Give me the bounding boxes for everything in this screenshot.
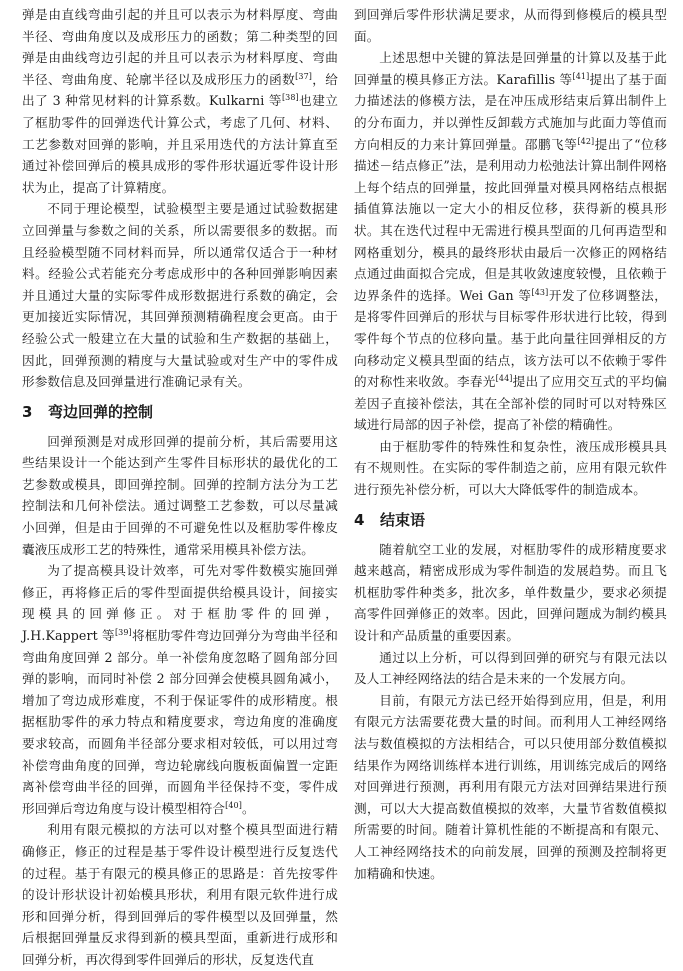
citation: [38] [281,93,299,103]
paragraph-experimental-model: 不同于理论模型，试验模型主要是通过试验数据建立回弹量与参数之间的关系，所以需要很多的数据。而且经验模型随不同材料而异，所以通常仅适合于一种材料。经验公式若能充分考虑成形中的各种回弹影响因素并且通过大量的实际零件成形数据进行系数的确定，会更加接近实际情况，其回弹预测精确程度会更高。由于经验公式一般建立在大量的试验和生产数据的基础上，因此，回弹预测的精度与大量试验或对生产中的零件成形参数信息及回弹量进行准确记录有关。 [22,201,338,390]
paragraph-springback-control: 回弹预测是对成形回弹的提前分析，其后需要用这些结果设计一个能达到产生零件目标形状的最优化的工艺参数或模具，即回弹控制。回弹的控制方法分为工艺控制法和几何补偿法。通过调整工艺参数，可以尽量减小回弹，但是由于回弹的不可避免性以及框肋零件橡皮囊液压成形工艺的特殊性，通常采用模具补偿方法。 [22,433,338,557]
section-number: 3 [22,402,33,421]
citation: [42] [577,136,595,146]
paragraph-algorithms: 上述思想中关键的算法是回弹量的计算以及基于此回弹量的模具修正方法。Karafillis 等[41]提出了基于面力描述法的修模方法，是在冲压成形结束后算出制件上的分布面力，并以弹性反卸载方式施加与此面力等值而方向相反的力来计算回弹量。邵鹏飞等[42]提出了“位移描述－结点修正”法，是利用动力松弛法计算出制件网格上每个结点的回弹量，按此回弹量对模具网格结点根据插值算法施以一定大小的相反位移，获得新的模具形状。其在迭代过程中无需进行模具型面的几何再造型和网格重划分，模具的最终形状由最后一次修正的网格结点通过曲面拟合完成，但是其收敛速度较慢，且依赖于边界条件的选择。Wei Gan 等[43]开发了位移调整法，是将零件回弹后的形状与目标零件形状进行比较，得到零件每个节点的位移向量。基于此向量往回弹相反的方向移动定义模具型面的结点，该方法可以不依赖于零件的对称性来收敛。李春光[44]提出了应用交互式的平均偏差因子直接补偿法，其在全部补偿的同时可以对特殊区域进行局部的因子补偿，提高了补偿的精确性。 [354,50,668,433]
paragraph-conclusion-3: 目前，有限元方法已经开始得到应用，但是，利用有限元方法需要花费大量的时间。而利用人工神经网络法与数值模拟的方法相结合，可以只使用部分数值模拟结果作为网络训练样本进行训练，用训练完成后的网络对回弹进行预测，再利用有限元方法对回弹结果进行预测，可以大大提高数值模拟的效率，大量节省数值模拟所需要的时间。随着计算机性能的不断提高和有限元、人工神经网络技术的向前发展，回弹的预测及控制将更加精确和快速。 [354,692,667,881]
citation: [41] [572,71,590,81]
section-heading-4 [354,507,667,533]
paragraph-springback-formula: 弹是由直线弯曲引起的并且可以表示为材料厚度、弯曲半径、弯曲角度以及成形压力的函数；第二种类型的回弹是由曲线弯边引起的并且可以表示为材料厚度、弯曲半径、弯曲角度、轮廓半径以及成形压力的函数[37]，给出了 3 种常见材料的计算系数。Kulkarni 等[38]也建立了框肋零件的回弹迭代计算公式，考虑了几何、材料、工艺参数对回弹的影响，并且采用迭代的方法计算直至通过补偿回弹后的模具成形的零件形状逼近零件设计形状为止，提高了计算精度。 [22,7,338,195]
section-heading-3 [22,399,338,425]
right-column [354,4,667,884]
paragraph-fem-iteration: 利用有限元模拟的方法可以对整个模具型面进行精确修正，修正的过程是基于零件设计模型进行反复迭代的过程。基于有限元的模具修正的思路是：首先按零件的设计形状设计初始模具形状，利用有限元软件进行成形和回弹分析，得到回弹后的零件模型以及回弹量，然后根据回弹量反求得到新的模具型面，重新进行成形和回弹分析，再次得到零件回弹后的形状，反复迭代直 [22,822,338,967]
paragraph-conclusion-2: 通过以上分析，可以得到回弹的研究与有限元法以及人工神经网络法的结合是未来的一个发展方向。 [354,649,667,687]
citation: [43] [531,287,549,297]
paragraph-conclusion-1: 随着航空工业的发展，对框肋零件的成形精度要求越来越高，精密成形成为零件制造的发展趋势。而且飞机框肋零件种类多，批次多，单件数量少，要求必须提高零件回弹修正的效率。因此，回弹问题成为制约模具设计和产品质量的重要因素。 [354,541,667,644]
left-column [22,4,338,971]
section-number: 4 [354,510,365,529]
citation: [44] [495,373,513,383]
paragraph-continuation: 到回弹后零件形状满足要求，从而得到修模后的模具型面。 [354,7,667,44]
citation: [40] [225,800,242,810]
section-title: 结束语 [380,510,426,529]
paragraph-die-correction: 为了提高模具设计效率，可先对零件数模实施回弹修正，再将修正后的零件型面提供给模具设计，间接实现模具的回弹修正。对于框肋零件的回弹，J.H.Kappert 等[39]将框肋零件弯边回弹分为弯曲半径和弯曲角度回弹 2 部分。单一补偿角度忽略了圆角部分回弹的影响，而同时补偿 2 部分回弹会使模具圆角减小，增加了弯边成形难度，不利于保证零件的成形精度。根据框肋零件的承力特点和精度要求，弯边角度的准确度要求较高，而圆角半径部分要求相对较低，可以用过弯补偿弯曲角度的回弹，弯边轮廓线向腹板面偏置一定距离补偿弯曲半径的回弹，而圆角半径保持不变，零件成形回弹后弯边角度与设计模型相符合[40]。 [22,563,339,816]
citation: [37] [295,71,312,81]
paragraph-compensation-cost: 由于框肋零件的特殊性和复杂性，液压成形模具具有不规则性。在实际的零件制造之前，应用有限元软件进行预先补偿分析，可以大大降低零件的制造成本。 [354,438,667,498]
citation: [39] [114,627,132,637]
section-title: 弯边回弹的控制 [48,402,154,421]
